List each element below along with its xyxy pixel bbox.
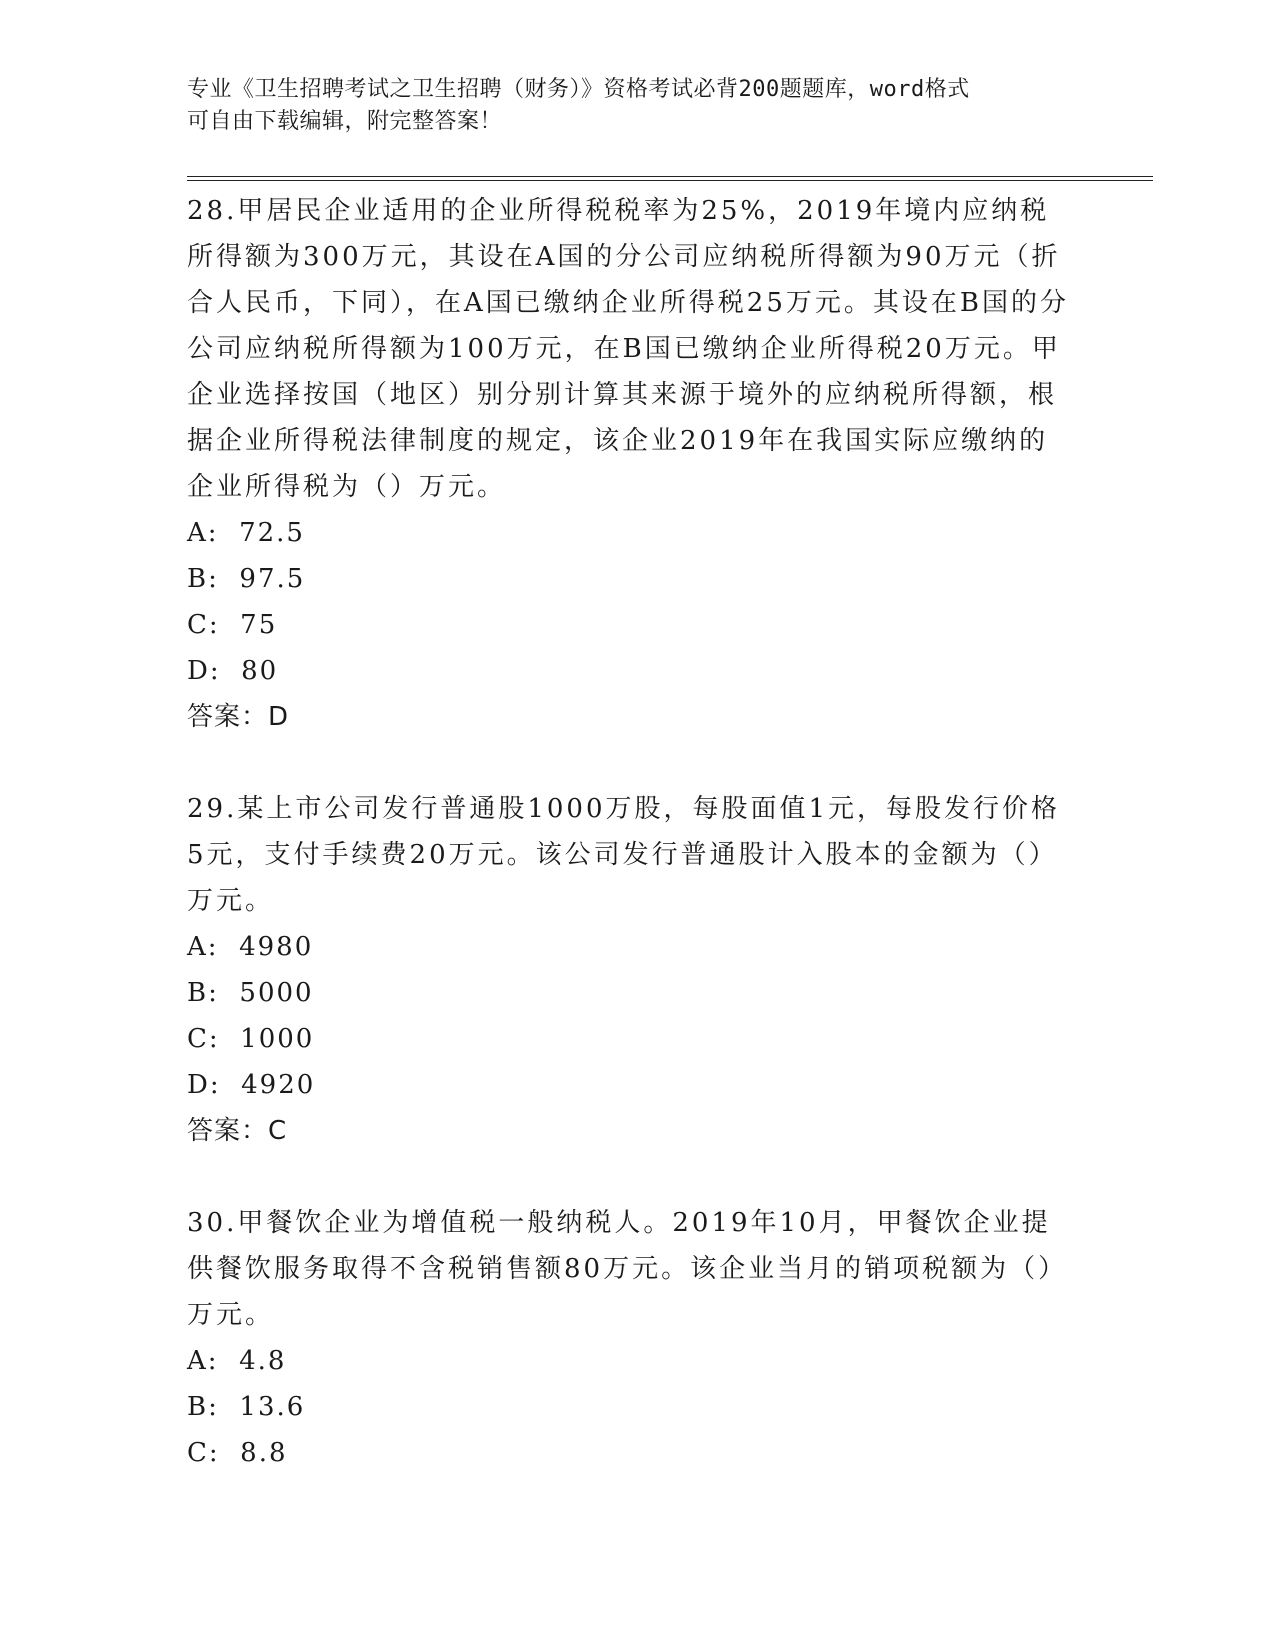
option-a: A: 4980: [187, 932, 314, 962]
question-text: 28.甲居民企业适用的企业所得税税率为25%，2019年境内应纳税所得额为300万元，其设在A国的分公司应纳税所得额为90万元（折合人民币，下同），在A国已缴纳企业所得税25万元。其设在B国的分公司应纳税所得额为100万元，在B国已缴纳企业所得税20万元。甲企业选择按国（地区）别分别计算其来源于境外的应纳税所得额，根据企业所得税法律制度的规定，该企业2019年在我国实际应缴纳的企业所得税为（）万元。: [187, 196, 1069, 502]
option-a: A: 72.5: [187, 518, 305, 548]
answer-text: 答案：D: [187, 702, 290, 732]
option-a: A: 4.8: [187, 1346, 287, 1376]
document-header: [187, 74, 1067, 138]
question-block-28: [187, 188, 1077, 740]
option-b: B: 5000: [187, 978, 314, 1008]
header-line-2: 可自由下载编辑，附完整答案！: [187, 109, 503, 134]
header-divider: [187, 176, 1153, 181]
question-text: 30.甲餐饮企业为增值税一般纳税人。2019年10月，甲餐饮企业提供餐饮服务取得不含税销售额80万元。该企业当月的销项税额为（）万元。: [187, 1208, 1068, 1330]
option-d: D: 4920: [187, 1070, 316, 1100]
question-text: 29.某上市公司发行普通股1000万股，每股面值1元，每股发行价格5元，支付手续费20万元。该公司发行普通股计入股本的金额为（）万元。: [187, 794, 1061, 916]
option-list: [187, 510, 1077, 694]
option-b: B: 97.5: [187, 564, 306, 594]
option-c: C: 1000: [187, 1024, 315, 1054]
option-c: C: 8.8: [187, 1438, 288, 1468]
question-list: [187, 188, 1077, 1476]
option-c: C: 75: [187, 610, 278, 640]
answer-text: 答案：C: [187, 1116, 288, 1146]
question-block-29: [187, 786, 1077, 1154]
option-list: [187, 924, 1077, 1108]
option-list: [187, 1338, 1077, 1476]
option-d: D: 80: [187, 656, 279, 686]
option-b: B: 13.6: [187, 1392, 306, 1422]
question-block-30: [187, 1200, 1077, 1476]
header-line-1: 专业《卫生招聘考试之卫生招聘（财务）》资格考试必背200题题库，word格式: [187, 77, 970, 102]
